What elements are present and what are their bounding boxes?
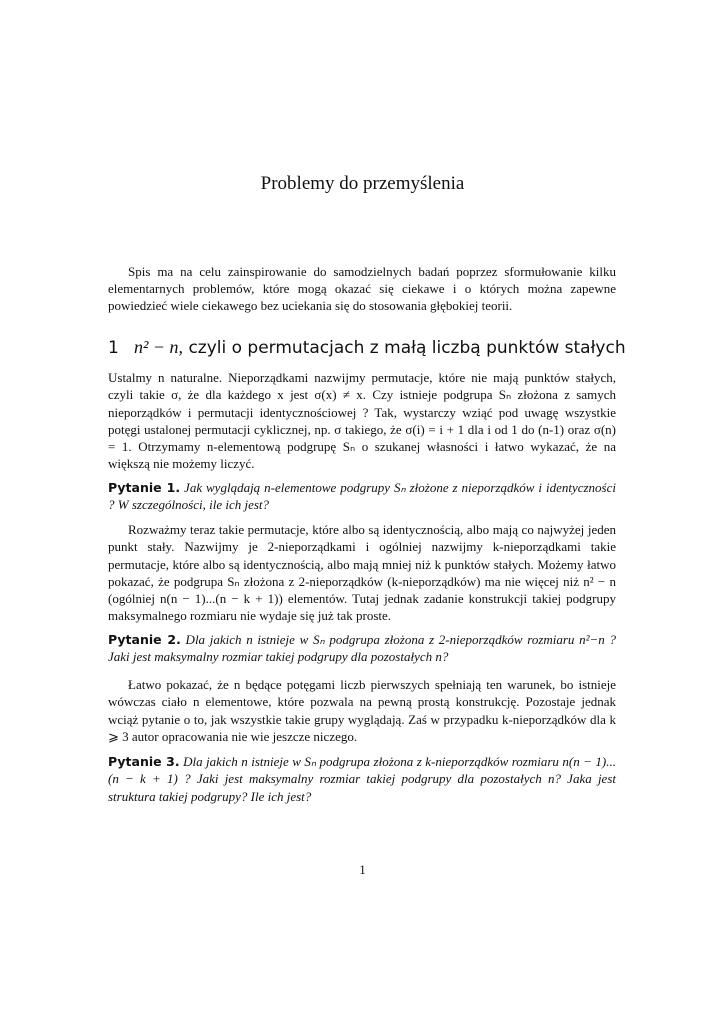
paragraph-2: Rozważmy teraz takie permutacje, które albo są identycznością, albo mają co najwyżej jeden punkt stały. Nazwijmy je 2-nieporządkami i ogólniej nazwijmy k-nieporządkami takie permutacje, które albo są identycznością, albo mają mniej niż k punktów stałych. Możemy łatwo pokazać, że podgrupa Sₙ złożona z 2-nieporządków (k-nieporządków) ma nie więcej niż n² − n (ogólniej n(n − 1)...(n − k + 1)) elementów. Tutaj jednak zadanie konstrukcji takiej podgrupy maksymalnego rozmiaru nie wydaje się już tak proste. <box>108 522 616 624</box>
section-math: n² − n, <box>134 337 184 357</box>
question-3-text: Dla jakich n istnieje w Sₙ podgrupa złożona z k-nieporządków rozmiaru n(n − 1)...(n − k + 1) ? Jaki jest maksymalny rozmiar takiej podgrupy dla pozostałych n? Jaka jest struktura takiej podgrupy? Ile ich jest? <box>108 754 616 804</box>
paragraph-3: Łatwo pokazać, że n będące potęgami liczb pierwszych spełniają ten warunek, bo istnieje wówczas ciało n elementowe, które pozwala na pewną prostą konstrukcję. Pozostaje jednak wciąż pytanie o to, jak wszystkie takie grupy wyglądają. Zaś w przypadku k-nieporządków dla k ⩾ 3 autor opracowania nie wie jeszcze niczego. <box>108 677 616 744</box>
section-heading <box>108 336 628 359</box>
question-3-label: Pytanie 3. <box>108 754 180 769</box>
section-number: 1 <box>108 338 119 358</box>
question-2-label: Pytanie 2. <box>108 632 181 647</box>
abstract: Spis ma na celu zainspirowanie do samodzielnych badań poprzez sformułowanie kilku elementarnych problemów, które mogą okazać się ciekawe i o których można zapewne powiedzieć wiele ciekawego bez uciekania się do stosowania głębokiej teorii. <box>108 264 616 313</box>
question-3 <box>108 753 616 805</box>
section-title: czyli o permutacjach z małą liczbą punktów stałych <box>183 338 626 358</box>
question-1 <box>108 479 616 514</box>
paragraph-1: Ustalmy n naturalne. Nieporządkami nazwijmy permutacje, które nie mają punktów stałych, czyli takie σ, że dla każdego x jest σ(x) ≠ x. Czy istnieje podgrupa Sₙ złożona z samych nieporządków i permutacji identycznościowej ? Tak, wystarczy wziąć pod uwagę wszystkie potęgi ustalonej permutacji cyklicznej, np. σ takiego, że σ(i) = i + 1 dla i od 1 do (n-1) oraz σ(n) = 1. Otrzymamy n-elementową podgrupę Sₙ o szukanej własności i łatwo wykazać, że na większą nie możemy liczyć. <box>108 370 616 472</box>
question-1-text: Jak wyglądają n-elementowe podgrupy Sₙ złożone z nieporządków i identyczności ? W szczególności, ile ich jest? <box>108 480 616 513</box>
question-2 <box>108 631 616 666</box>
page-title: Problemy do przemyślenia <box>260 173 465 194</box>
question-2-text: Dla jakich n istnieje w Sₙ podgrupa złożona z 2-nieporządków rozmiaru n²−n ? Jaki jest maksymalny rozmiar takiej podgrupy dla pozostałych n? <box>108 632 616 665</box>
page-number: 1 <box>359 862 366 877</box>
question-1-label: Pytanie 1. <box>108 480 181 495</box>
